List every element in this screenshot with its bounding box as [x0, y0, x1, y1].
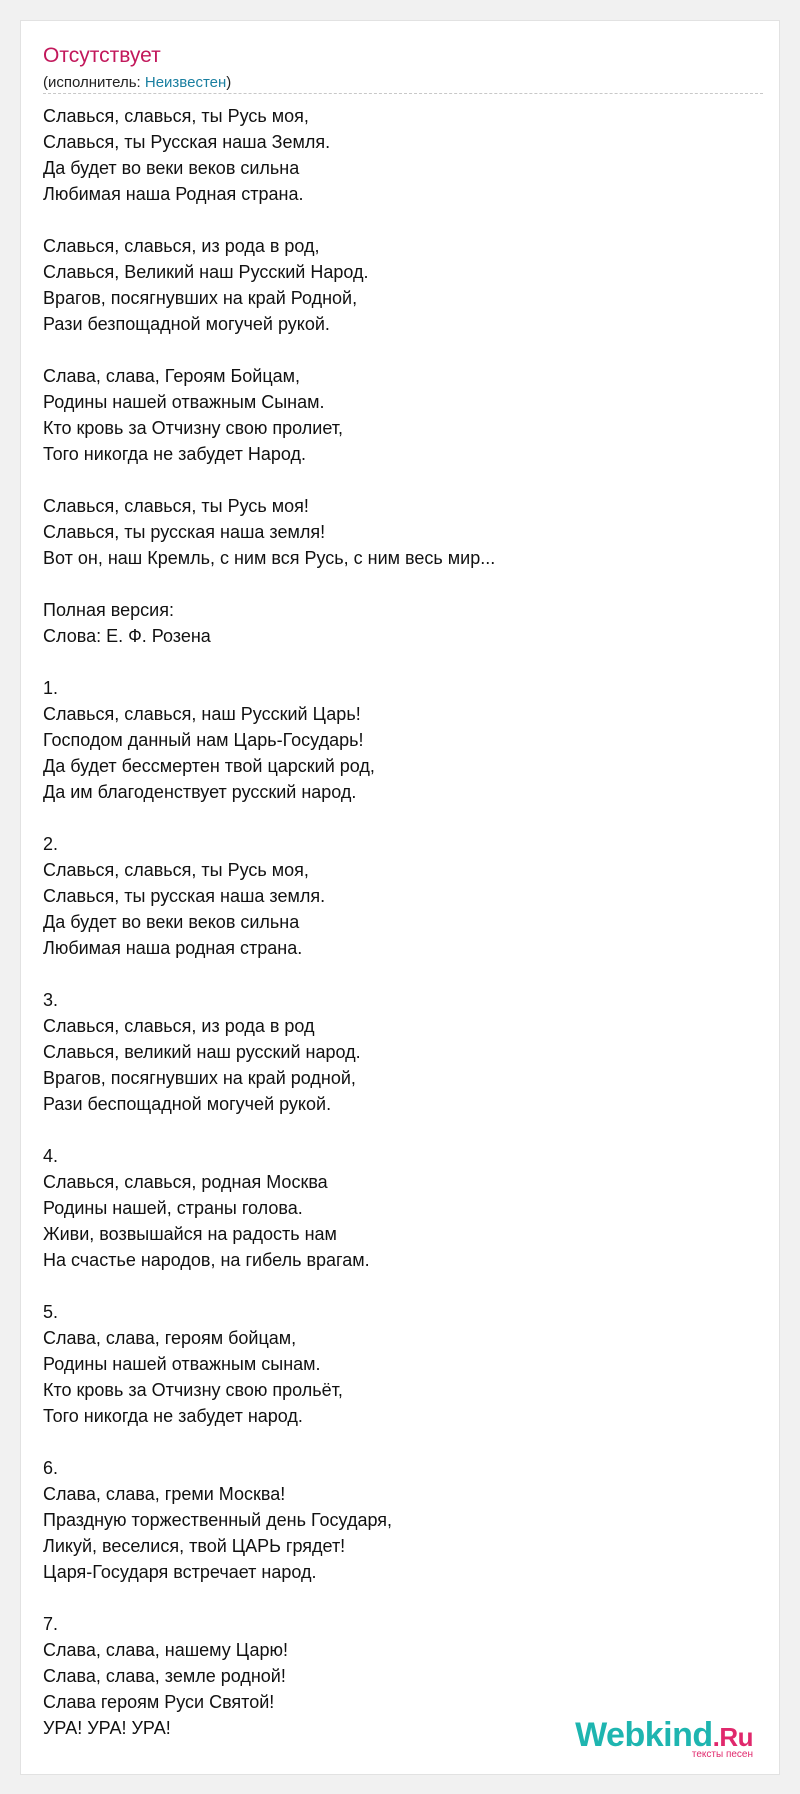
artist-link[interactable]: Неизвестен: [144, 74, 227, 91]
artist-suffix: ): [226, 74, 232, 91]
logo-wordmark: [575, 1718, 753, 1752]
lyrics-text: Славься, славься, ты Русь моя, Славься, ты Русская наша Земля. Да будет во веки веков сильна Любимая наша Родная страна. Славься, славься, из рода в род, Славься, Великий наш Русский Народ. Врагов, посягнувших на край Родной, Рази безпощадной могучей рукой. Слава, слава, Героям Бойцам, Родины нашей отважным Сынам. Кто кровь за Отчизну свою пролиет, Того никогда не забудет Народ. Славься, славься, ты Русь моя! Славься, ты русская наша земля! Вот он, наш Кремль, с ним вся Русь, с ним весь мир... Полная версия: Слова: Е. Ф. Розена 1. Славься, славься, наш Русский Царь! Господом данный нам Царь-Государь! Да будет бессмертен твой царский род, Да им благоденствует русский народ. 2. Славься, славься, ты Русь моя, Славься, ты русская наша земля. Да будет во веки веков сильна Любимая наша родная страна. 3. Славься, славься, из рода в род Славься, великий наш русский народ. Врагов, посягнувших на край родной, Рази беспощадной могучей рукой. 4. Славься, славься, родная Москва Родины нашей, страны голова. Живи, возвышайся на радость нам На счастье народов, на гибель врагам. 5. Слава, слава, героям бойцам, Родины нашей отважным сынам. Кто кровь за Отчизну свою прольёт, Того никогда не забудет народ. 6. Слава, слава, греми Москва! Праздную торжественный день Государя, Ликуй, веселися, твой ЦАРЬ грядет! Царя-Государя встречает народ. 7. Слава, слава, нашему Царю! Слава, слава, земле родной! Слава героям Руси Святой! УРА! УРА! УРА!: [43, 106, 496, 1738]
lyrics-card: [20, 20, 780, 1775]
divider: [43, 93, 763, 94]
artist-prefix: (исполнитель:: [43, 74, 145, 91]
artist-line: [43, 75, 231, 90]
logo-main-text: Webkind: [575, 1716, 713, 1754]
logo-tagline: тексты песен: [691, 1749, 753, 1760]
logo-tld: .Ru: [712, 1722, 753, 1752]
site-logo[interactable]: [575, 1718, 753, 1760]
song-title: Отсутствует: [43, 44, 161, 67]
